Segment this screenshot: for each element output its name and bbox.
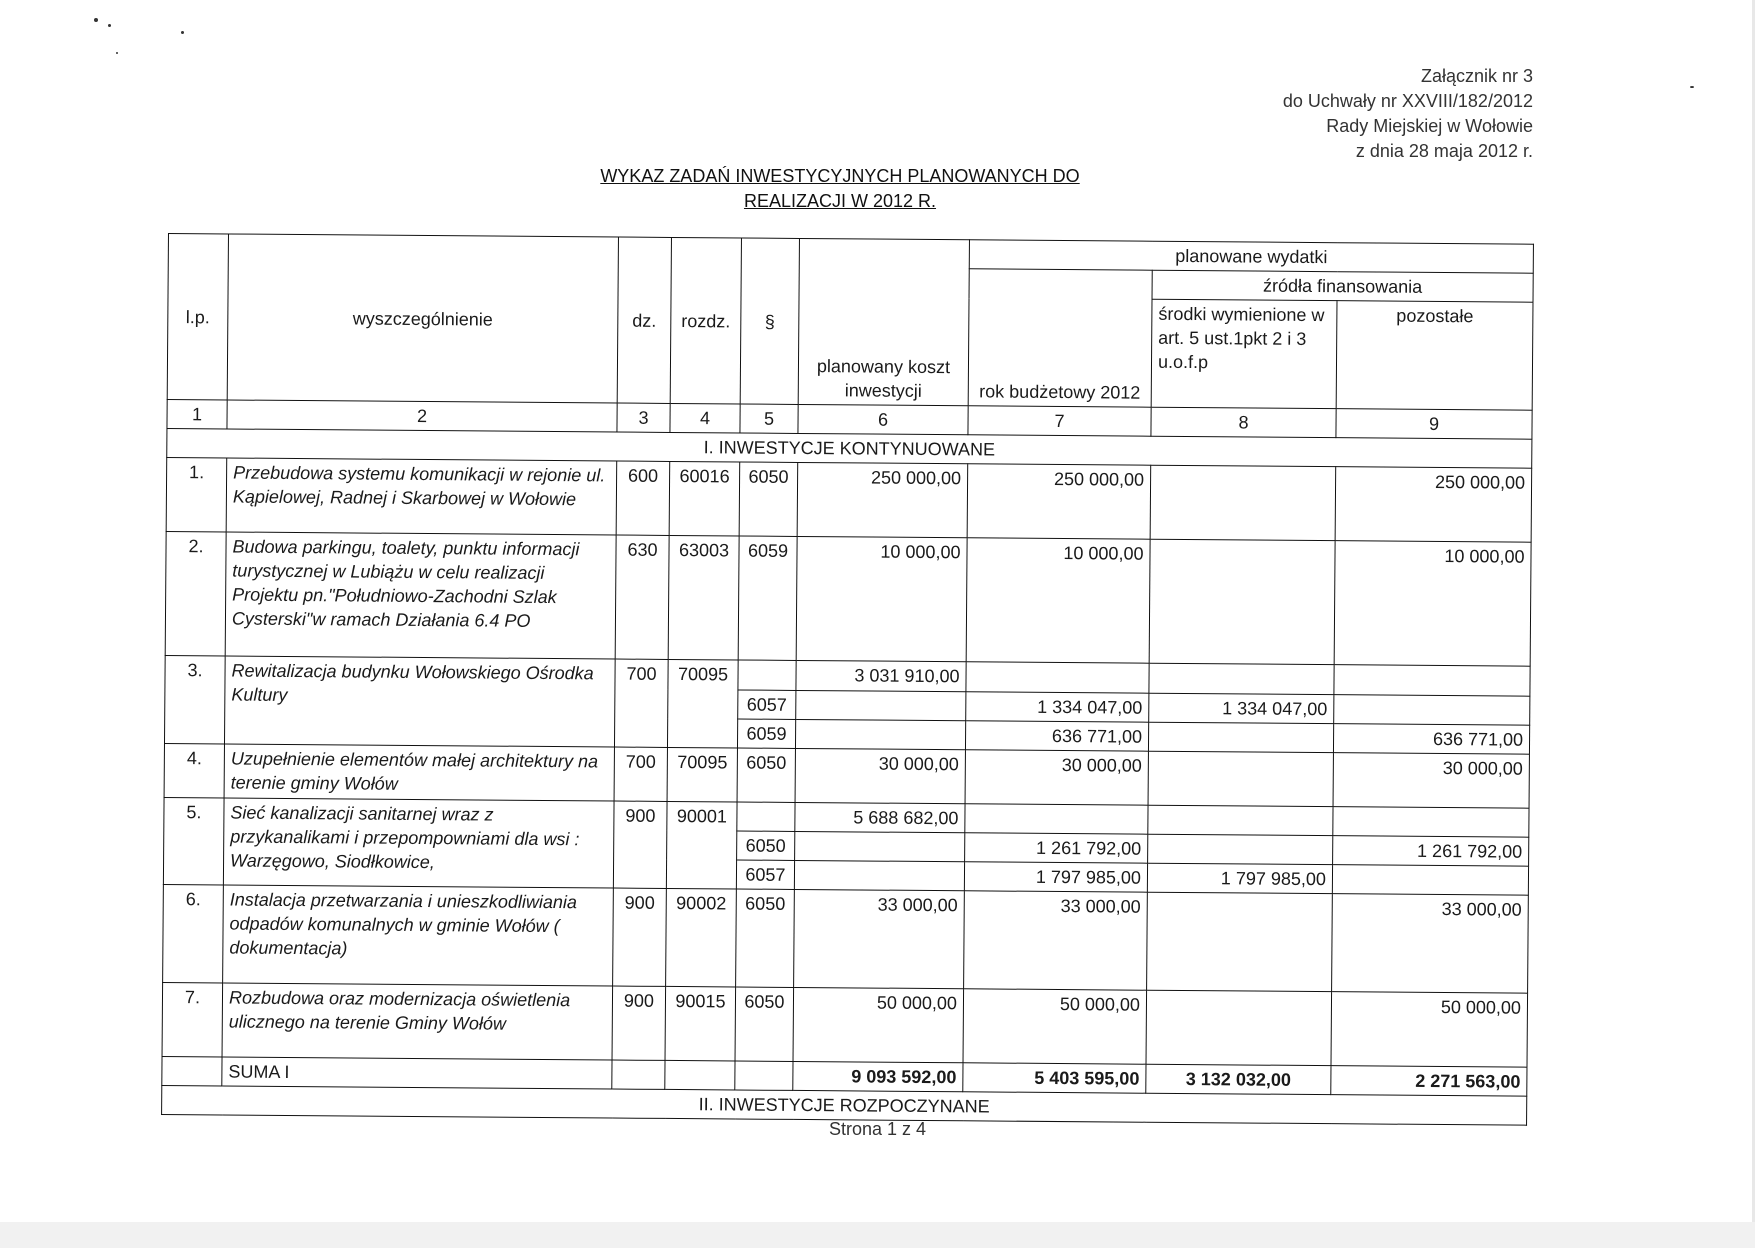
row-rozdz: 63003 bbox=[668, 535, 739, 660]
column-number: 4 bbox=[670, 403, 740, 433]
total-koszt: 9 093 592,00 bbox=[793, 1061, 963, 1091]
subrow-koszt bbox=[796, 690, 966, 720]
scan-speck bbox=[94, 18, 98, 22]
subrow-paragraph: 6050 bbox=[737, 831, 795, 860]
scan-edge-bottom bbox=[0, 1222, 1755, 1248]
row-paragraph: 6050 bbox=[735, 987, 794, 1061]
row-pozostale: 10 000,00 bbox=[1334, 541, 1531, 667]
row-rok bbox=[966, 662, 1149, 693]
row-srodki bbox=[1148, 751, 1333, 806]
row-dz: 700 bbox=[614, 747, 667, 801]
header-rok-budzetowy: rok budżetowy 2012 bbox=[968, 269, 1152, 407]
row-srodki bbox=[1148, 805, 1333, 835]
row-pozostale: 250 000,00 bbox=[1335, 467, 1532, 543]
row-name: Uzupełnienie elementów małej architektury na terenie gminy Wołów bbox=[224, 744, 614, 801]
row-dz: 900 bbox=[613, 888, 667, 986]
section-title: II. INWESTYCJE ROZPOCZYNANE bbox=[162, 1085, 1527, 1125]
table-row bbox=[166, 457, 1532, 542]
row-paragraph: 6050 bbox=[736, 889, 795, 987]
row-koszt: 10 000,00 bbox=[796, 536, 967, 661]
row-koszt: 30 000,00 bbox=[795, 748, 965, 803]
row-rozdz: 70095 bbox=[667, 659, 738, 748]
row-dz: 900 bbox=[612, 986, 666, 1060]
attachment-note bbox=[1283, 64, 1533, 164]
investment-table bbox=[161, 233, 1534, 1126]
row-dz: 900 bbox=[613, 801, 667, 888]
subrow-paragraph: 6057 bbox=[736, 860, 794, 889]
row-rozdz: 90002 bbox=[666, 888, 737, 987]
attachment-line: Rady Miejskiej w Wołowie bbox=[1326, 116, 1533, 136]
row-lp: 5. bbox=[163, 797, 224, 884]
attachment-line: z dnia 28 maja 2012 r. bbox=[1355, 141, 1533, 161]
section-title: I. INWESTYCJE KONTYNUOWANE bbox=[167, 428, 1532, 468]
row-name: Przebudowa systemu komunikacji w rejonie ul. Kąpielowej, Radnej i Skarbowej w Wołowie bbox=[226, 458, 617, 535]
subrow-pozostale: 1 261 792,00 bbox=[1333, 836, 1529, 867]
row-rok: 33 000,00 bbox=[964, 891, 1148, 990]
attachment-line: Załącznik nr 3 bbox=[1420, 66, 1533, 86]
scan-speck bbox=[181, 31, 184, 34]
row-koszt: 50 000,00 bbox=[793, 987, 964, 1062]
title-line: WYKAZ ZADAŃ INWESTYCYJNYCH PLANOWANYCH DO bbox=[600, 166, 1080, 186]
subrow-srodki: 1 797 985,00 bbox=[1147, 863, 1332, 893]
header-row bbox=[168, 234, 1533, 274]
total-rok: 5 403 595,00 bbox=[963, 1063, 1146, 1093]
row-paragraph: 6050 bbox=[739, 462, 798, 536]
table-row bbox=[163, 884, 1529, 993]
total-srodki: 3 132 032,00 bbox=[1146, 1064, 1331, 1094]
subrow-rok: 1 261 792,00 bbox=[965, 833, 1148, 863]
attachment-line: do Uchwały nr XXVIII/182/2012 bbox=[1282, 91, 1533, 111]
title-line: REALIZACJI W 2012 R. bbox=[743, 191, 937, 211]
subrow-pozostale bbox=[1332, 865, 1528, 896]
scan-speck bbox=[116, 52, 118, 54]
subrow-srodki bbox=[1148, 722, 1333, 752]
subrow-paragraph: 6059 bbox=[737, 719, 795, 748]
row-srodki bbox=[1149, 539, 1335, 664]
table-row bbox=[165, 531, 1531, 666]
row-rozdz: 60016 bbox=[669, 461, 740, 536]
row-paragraph bbox=[737, 802, 795, 831]
row-rok: 250 000,00 bbox=[967, 464, 1151, 539]
subrow-rok: 1 334 047,00 bbox=[966, 692, 1149, 722]
total-paragraph bbox=[735, 1061, 793, 1090]
subrow-koszt bbox=[795, 719, 965, 749]
header-srodki: środki wymienione w art. 5 ust.1pkt 2 i 3 u.o.f.p bbox=[1151, 299, 1337, 408]
row-srodki bbox=[1150, 465, 1336, 540]
row-pozostale: 33 000,00 bbox=[1332, 894, 1529, 994]
column-number: 1 bbox=[167, 399, 227, 428]
subrow-koszt bbox=[795, 831, 965, 861]
row-rozdz: 90015 bbox=[665, 986, 736, 1061]
header-planowany-koszt: planowany koszt inwestycji bbox=[798, 238, 969, 405]
row-lp: 3. bbox=[164, 655, 225, 743]
row-paragraph: 6059 bbox=[738, 536, 797, 660]
header-rozdz: rozdz. bbox=[670, 237, 741, 404]
column-number: 3 bbox=[617, 403, 670, 432]
row-srodki bbox=[1146, 990, 1332, 1065]
table-row bbox=[162, 982, 1528, 1067]
column-number: 7 bbox=[968, 406, 1151, 436]
row-name: Rozbudowa oraz modernizacja oświetlenia ulicznego na terenie Gminy Wołów bbox=[222, 983, 613, 1060]
row-rok bbox=[965, 804, 1148, 834]
subrow-pozostale: 636 771,00 bbox=[1333, 724, 1529, 755]
column-number: 5 bbox=[740, 404, 798, 433]
column-number: 6 bbox=[798, 404, 968, 434]
row-pozostale bbox=[1333, 807, 1529, 838]
row-koszt: 5 688 682,00 bbox=[795, 802, 965, 832]
header-zrodla: źródła finansowania bbox=[1152, 270, 1533, 302]
header-planowane-wydatki: planowane wydatki bbox=[969, 240, 1533, 273]
row-pozostale: 30 000,00 bbox=[1333, 753, 1529, 809]
row-lp: 6. bbox=[163, 884, 224, 982]
row-koszt: 3 031 910,00 bbox=[796, 660, 966, 691]
subrow-srodki: 1 334 047,00 bbox=[1149, 693, 1334, 723]
column-number: 9 bbox=[1336, 409, 1532, 440]
row-name: Instalacja przetwarzania i unieszkodliwiania odpadów komunalnych w gminie Wołów ( dokumentacja) bbox=[223, 885, 614, 986]
total-label: SUMA I bbox=[222, 1057, 612, 1089]
row-koszt: 250 000,00 bbox=[797, 462, 968, 537]
total-pozostale: 2 271 563,00 bbox=[1331, 1066, 1527, 1097]
row-name: Budowa parkingu, toalety, punktu informacji turystycznej w Lubiążu w celu realizacji Projektu pn."Południowo-Zachodni Szlak Cysterski"w ramach Działania 6.4 PO bbox=[225, 532, 616, 659]
total-dz bbox=[612, 1060, 665, 1089]
page-number: Strona 1 z 4 bbox=[828, 1119, 927, 1139]
subrow-rok: 636 771,00 bbox=[965, 721, 1148, 751]
scan-speck bbox=[108, 24, 111, 27]
document-title bbox=[520, 164, 1160, 214]
row-koszt: 33 000,00 bbox=[794, 889, 965, 988]
row-lp: 1. bbox=[166, 457, 227, 531]
row-paragraph: 6050 bbox=[737, 748, 795, 802]
header-wyszczegolnienie: wyszczególnienie bbox=[227, 234, 618, 403]
column-number: 8 bbox=[1151, 407, 1336, 437]
header-pozostale: pozostałe bbox=[1336, 301, 1533, 411]
row-dz: 700 bbox=[614, 659, 668, 747]
row-dz: 600 bbox=[616, 461, 670, 535]
row-rozdz: 90001 bbox=[666, 801, 737, 889]
subrow-rok: 1 797 985,00 bbox=[964, 862, 1147, 892]
column-number: 2 bbox=[227, 400, 617, 432]
row-pozostale bbox=[1334, 665, 1530, 697]
scan-speck bbox=[1690, 86, 1694, 88]
row-lp: 4. bbox=[164, 743, 224, 797]
row-dz: 630 bbox=[615, 535, 669, 659]
row-srodki bbox=[1147, 892, 1333, 991]
subrow-pozostale bbox=[1334, 695, 1530, 726]
total-rozdz bbox=[665, 1060, 735, 1090]
subrow-srodki bbox=[1148, 834, 1333, 864]
row-srodki bbox=[1149, 663, 1334, 694]
row-rok: 50 000,00 bbox=[963, 989, 1147, 1064]
row-name: Rewitalizacja budynku Wołowskiego Ośrodka Kultury bbox=[224, 656, 615, 747]
row-lp: 7. bbox=[162, 982, 223, 1056]
row-lp: 2. bbox=[165, 531, 226, 655]
row-name: Sieć kanalizacji sanitarnej wraz z przykanalikami i przepompowniami dla wsi : Warzęgowo, Siodłkowice, bbox=[223, 798, 614, 888]
header-lp: l.p. bbox=[167, 234, 228, 400]
subrow-paragraph: 6057 bbox=[738, 690, 796, 719]
subrow-koszt bbox=[794, 860, 964, 890]
row-rok: 30 000,00 bbox=[965, 750, 1148, 805]
header-paragraph: § bbox=[740, 238, 799, 404]
row-pozostale: 50 000,00 bbox=[1331, 992, 1528, 1068]
header-dz: dz. bbox=[617, 237, 671, 403]
row-rok: 10 000,00 bbox=[966, 538, 1150, 663]
row-paragraph bbox=[738, 660, 796, 690]
row-rozdz: 70095 bbox=[667, 747, 737, 802]
total-lp bbox=[162, 1056, 222, 1085]
